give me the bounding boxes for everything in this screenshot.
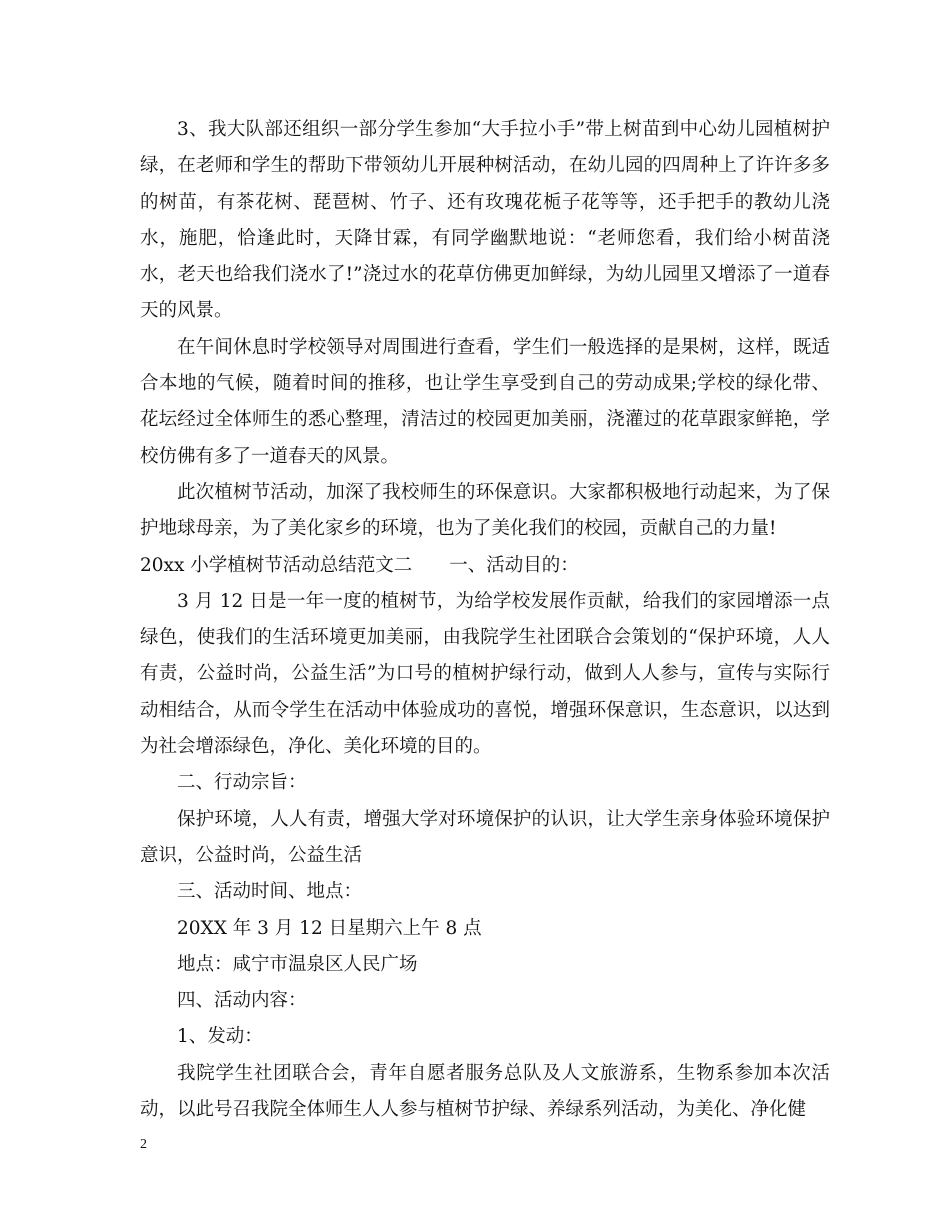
paragraph-conclusion: 此次植树节活动，加深了我校师生的环保意识。大家都积极地行动起来，为了保护地球母亲，为了美化家乡的环境，也为了美化我们的校园，贡献自己的力量! xyxy=(140,481,830,540)
paragraph-noon-inspection: 在午间休息时学校领导对周围进行查看，学生们一般选择的是果树，这样，既适合本地的气候，随着时间的推移，也让学生享受到自己的劳动成果;学校的绿化带、花坛经过全体师生的悉心整理，清洁过的校园更加美丽，浇灌过的花草跟家鲜艳，学校仿佛有多了一道春天的风景。 xyxy=(140,336,830,467)
heading-time-location: 三、活动时间、地点： xyxy=(177,881,363,903)
heading-activity-content: 四、活动内容： xyxy=(177,990,307,1012)
section-heading-sample-two: 20xx 小学植树节活动总结范文二 一、活动目的： xyxy=(140,554,579,576)
paragraph-activity-time: 20XX 年 3 月 12 日星期六上午 8 点 xyxy=(177,917,482,939)
paragraph-tree-planting-kindergarten: 3、我大队部还组织一部分学生参加“大手拉小手”带上树苗到中心幼儿园植树护绿，在老师和学生的帮助下带领幼儿开展种树活动，在幼儿园的四周种上了许许多多的树苗，有茶花树、琵琶树、竹子、还有玫瑰花栀子花等等，还手把手的教幼儿浇水，施肥，恰逢此时，天降甘霖，有同学幽默地说：“老师您看，我们给小树苗浇水，老天也给我们浇水了!”浇过水的花草仿佛更加鲜绿，为幼儿园里又增添了一道春天的风景。 xyxy=(140,119,830,322)
paragraph-activity-purpose: 3 月 12 日是一年一度的植树节，为给学校发展作贡献，给我们的家园增添一点绿色，使我们的生活环境更加美丽，由我院学生社团联合会策划的“保护环境，人人有责，公益时尚，公益生活”为口号的植树护绿行动，做到人人参与，宣传与实际行动相结合，从而令学生在活动中体验成功的喜悦，增强环保意识，生态意识，以达到为社会增添绿色，净化、美化环境的目的。 xyxy=(140,590,830,758)
heading-action-purpose: 二、行动宗旨： xyxy=(177,772,307,794)
paragraph-mobilization: 我院学生社团联合会，青年自愿者服务总队及人文旅游系，生物系参加本次活动，以此号召我院全体师生人人参与植树节护绿、养绿系列活动，为美化、净化健 xyxy=(140,1062,830,1121)
document-body xyxy=(140,112,830,1128)
page-number: 2 xyxy=(140,1137,147,1152)
paragraph-activity-location: 地点：咸宁市温泉区人民广场 xyxy=(177,953,418,975)
paragraph-action-purpose: 保护环境，人人有责，增强大学对环境保护的认识，让大学生亲身体验环境保护意识，公益时尚，公益生活 xyxy=(140,808,830,866)
heading-mobilization: 1、发动： xyxy=(177,1026,263,1048)
